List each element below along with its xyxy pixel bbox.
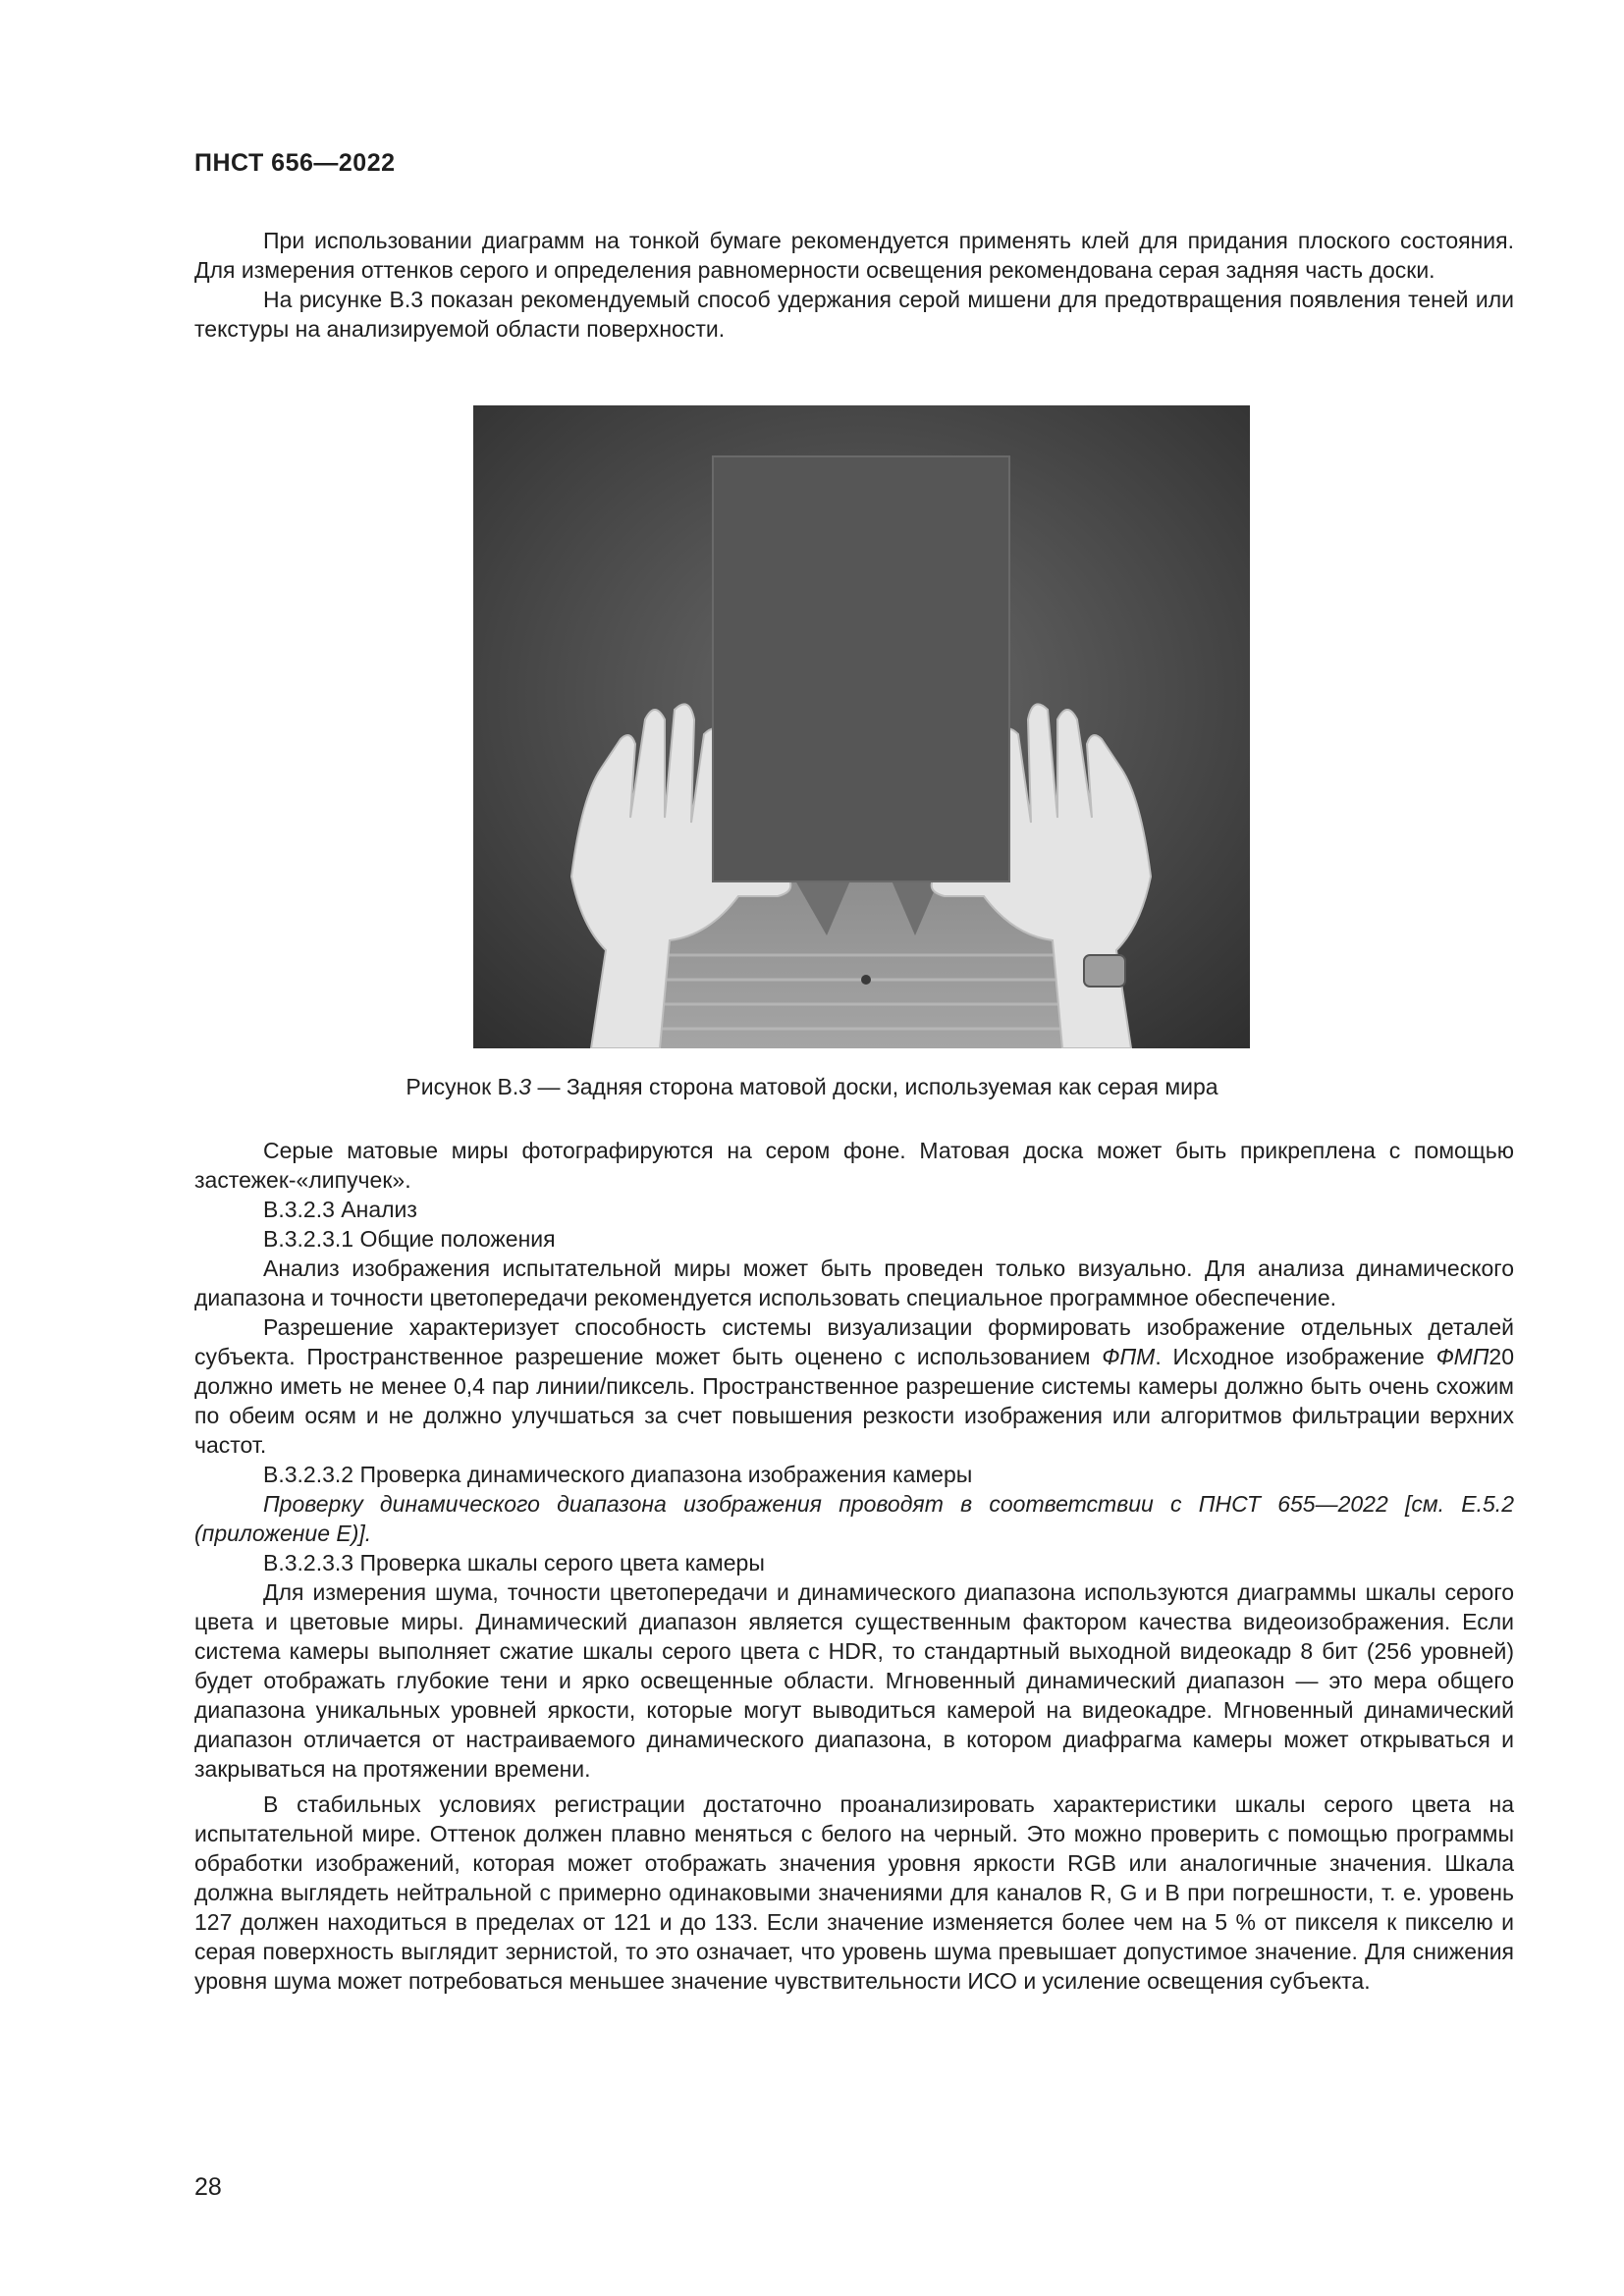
paragraph: В стабильных условиях регистрации достаточно проанализировать характеристики шкалы серого цвета на испытательной мире. Оттенок должен плавно меняться с белого на черный. Это можно проверить с помощью программы обработки изображений, которая может отображать значения уровня яркости RGB или аналогичные значения. Шкала должна выглядеть нейтральной с примерно одинаковыми значениями для каналов R, G и B при погрешности, т. е. уровень 127 должен находиться в пределах от 121 и до 133. Если значение изменяется более чем на 5 % от пикселя к пикселю и серая поверхность выглядит зернистой, то это означает, что уровень шума превышает допустимое значение. Для снижения уровня шума может потребоваться меньшее значение чувствительности ИСО и усиление освещения субъекта. (194, 1791, 1514, 1994)
intro-text (194, 226, 1514, 344)
paragraph-italic: Проверку динамического диапазона изображения проводят в соответствии с ПНСТ 655—2022 [см. Е.5.2 (приложение Е)]. (194, 1491, 1514, 1546)
document-header: ПНСТ 656—2022 (194, 149, 396, 177)
paragraph: Для измерения шума, точности цветопередачи и динамического диапазона используются диаграммы шкалы серого цвета и цветовые миры. Динамический диапазон является существенным фактором качества видеоизображения. Если система камеры выполняет сжатие шкалы серого цвета с HDR, то стандартный выходной видеокадр 8 бит (256 уровней) будет отображать глубокие тени и ярко освещенные области. Мгновенный динамический диапазон — это мера общего диапазона уникальных уровней яркости, которые могут выводиться камерой на видеокадре. Мгновенный динамический диапазон отличается от настраиваемого динамического диапазона, в котором диафрагма камеры может открываться и закрываться на протяжении времени. (194, 1579, 1514, 1782)
body-text (194, 1136, 1514, 1996)
figure-photo (473, 405, 1250, 1048)
section-heading: В.3.2.3 Анализ (263, 1197, 417, 1222)
paragraph: При использовании диаграмм на тонкой бумаге рекомендуется применять клей для придания плоского состояния. Для измерения оттенков серого и определения равномерности освещения рекомендована серая задняя часть доски. (194, 228, 1514, 283)
paragraph: Анализ изображения испытательной миры может быть проведен только визуально. Для анализа динамического диапазона и точности цветопередачи рекомендуется использовать специальное программное обеспечение. (194, 1255, 1514, 1310)
figure-caption: Рисунок В.3 — Задняя сторона матовой доски, используемая как серая мира (406, 1074, 1218, 1099)
paragraph: Разрешение характеризует способность системы визуализации формировать изображение отдельных деталей субъекта. Пространственное разрешение может быть оценено с использованием ФПМ. Исходное изображение ФМП20 должно иметь не менее 0,4 пар линии/пиксель. Пространственное разрешение системы камеры должно быть очень схожим по обеим осям и не должно улучшаться за счет повышения резкости изображения или алгоритмов фильтрации верхних частот. (194, 1314, 1515, 1458)
page-number: 28 (194, 2173, 222, 2201)
section-heading: В.3.2.3.3 Проверка шкалы серого цвета камеры (263, 1550, 765, 1575)
paragraph: Серые матовые миры фотографируются на сером фоне. Матовая доска может быть прикреплена с помощью застежек-«липучек». (194, 1138, 1514, 1193)
section-heading: В.3.2.3.2 Проверка динамического диапазона изображения камеры (263, 1462, 973, 1487)
section-heading: В.3.2.3.1 Общие положения (263, 1226, 556, 1252)
paragraph: На рисунке В.3 показан рекомендуемый способ удержания серой мишени для предотвращения появления теней или текстуры на анализируемой области поверхности. (194, 287, 1514, 342)
